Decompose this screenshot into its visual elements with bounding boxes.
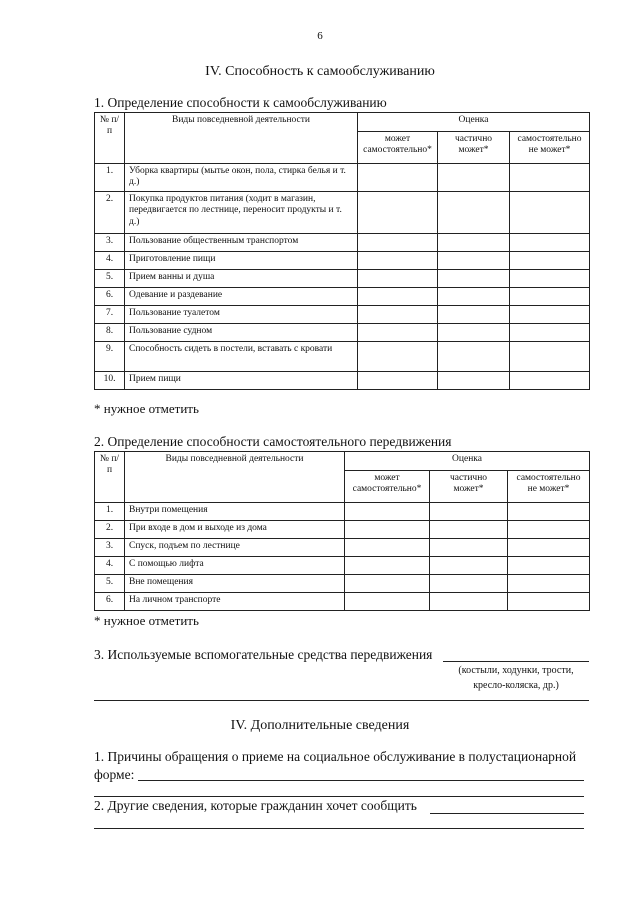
page-number: 6 (317, 30, 323, 42)
aids-hint (443, 664, 589, 693)
row-num: 2. (95, 192, 125, 234)
row-activity: Внутри помещения (125, 503, 345, 521)
row-num: 2. (95, 521, 125, 539)
table2-note: * нужное отметить (94, 613, 199, 628)
row-activity: Покупка продуктов питания (ходит в магазин, передвигается по лестнице, переносит продукты и т. д.) (125, 192, 358, 234)
check-cell[interactable] (345, 557, 430, 575)
table-row (95, 192, 590, 234)
row-num: 6. (95, 593, 125, 611)
check-cell[interactable] (430, 575, 508, 593)
col-rating-header: Оценка (358, 113, 590, 132)
col-partial-header: частично может* (430, 471, 508, 503)
row-num: 6. (95, 288, 125, 306)
check-cell[interactable] (438, 252, 510, 270)
row-num: 10. (95, 372, 125, 390)
col-num-header: № п/п (95, 113, 125, 164)
check-cell[interactable] (430, 557, 508, 575)
table-row (95, 234, 590, 252)
check-cell[interactable] (430, 593, 508, 611)
check-cell[interactable] (438, 270, 510, 288)
q1-line2: форме: (94, 767, 135, 782)
table1-title: 1. Определение способности к самообслуживанию (94, 95, 387, 110)
check-cell[interactable] (358, 192, 438, 234)
check-cell[interactable] (438, 324, 510, 342)
col-rating-header: Оценка (345, 452, 590, 471)
row-activity: Одевание и раздевание (125, 288, 358, 306)
check-cell[interactable] (510, 342, 590, 372)
check-cell[interactable] (345, 575, 430, 593)
row-activity: Пользование общественным транспортом (125, 234, 358, 252)
check-cell[interactable] (358, 306, 438, 324)
table-row (95, 324, 590, 342)
col-num-header: № п/п (95, 452, 125, 503)
check-cell[interactable] (510, 192, 590, 234)
check-cell[interactable] (430, 539, 508, 557)
col-cannot-header: самостоятельно не может* (510, 132, 590, 164)
col-cannot-header: самостоятельно не может* (508, 471, 590, 503)
check-cell[interactable] (358, 252, 438, 270)
check-cell[interactable] (508, 575, 590, 593)
check-cell[interactable] (438, 192, 510, 234)
check-cell[interactable] (510, 372, 590, 390)
row-activity: Способность сидеть в постели, вставать с кровати (125, 342, 358, 372)
table-row (95, 342, 590, 372)
table-row (95, 252, 590, 270)
row-num: 5. (95, 270, 125, 288)
table-row (95, 270, 590, 288)
row-num: 5. (95, 575, 125, 593)
col-partial-header: частично может* (438, 132, 510, 164)
row-activity: Приготовление пищи (125, 252, 358, 270)
table2-title: 2. Определение способности самостоятельного передвижения (94, 434, 452, 449)
mobility-table (94, 451, 590, 611)
section-title: IV. Способность к самообслуживанию (205, 64, 435, 79)
check-cell[interactable] (438, 234, 510, 252)
row-activity: Уборка квартиры (мытье окон, пола, стирка белья и т. д.) (125, 164, 358, 192)
col-can-header: может самостоятельно* (345, 471, 430, 503)
check-cell[interactable] (358, 164, 438, 192)
check-cell[interactable] (510, 288, 590, 306)
row-num: 7. (95, 306, 125, 324)
q2-input-line2[interactable] (94, 828, 584, 829)
aids-extra-line[interactable] (94, 700, 589, 701)
check-cell[interactable] (438, 342, 510, 372)
table-row (95, 539, 590, 557)
row-num: 3. (95, 539, 125, 557)
q2-label: 2. Другие сведения, которые гражданин хочет сообщить (94, 798, 417, 813)
row-num: 1. (95, 503, 125, 521)
table-row (95, 288, 590, 306)
check-cell[interactable] (345, 503, 430, 521)
table-row (95, 372, 590, 390)
table-row (95, 575, 590, 593)
col-can-header: может самостоятельно* (358, 132, 438, 164)
row-activity: При входе в дом и выходе из дома (125, 521, 345, 539)
aids-input-line[interactable] (443, 661, 589, 662)
check-cell[interactable] (508, 503, 590, 521)
col-activity-header: Виды повседневной деятельности (125, 113, 358, 164)
table-row (95, 164, 590, 192)
q1-line1: 1. Причины обращения о приеме на социальное обслуживание в полустационарной (94, 749, 577, 764)
table-row (95, 521, 590, 539)
table-row (95, 557, 590, 575)
row-activity: Пользование туалетом (125, 306, 358, 324)
check-cell[interactable] (438, 288, 510, 306)
check-cell[interactable] (508, 521, 590, 539)
check-cell[interactable] (438, 164, 510, 192)
check-cell[interactable] (358, 342, 438, 372)
table1-note: * нужное отметить (94, 401, 199, 416)
check-cell[interactable] (510, 306, 590, 324)
row-num: 4. (95, 252, 125, 270)
row-num: 4. (95, 557, 125, 575)
row-activity: Вне помещения (125, 575, 345, 593)
check-cell[interactable] (510, 234, 590, 252)
check-cell[interactable] (510, 164, 590, 192)
q1-input-line2[interactable] (94, 796, 584, 797)
check-cell[interactable] (438, 372, 510, 390)
row-activity: На личном транспорте (125, 593, 345, 611)
row-activity: Прием пищи (125, 372, 358, 390)
row-num: 1. (95, 164, 125, 192)
check-cell[interactable] (430, 521, 508, 539)
check-cell[interactable] (358, 288, 438, 306)
check-cell[interactable] (508, 593, 590, 611)
col-activity-header: Виды повседневной деятельности (125, 452, 345, 503)
check-cell[interactable] (510, 252, 590, 270)
check-cell[interactable] (438, 306, 510, 324)
self-care-table (94, 112, 590, 390)
aids-label: 3. Используемые вспомогательные средства передвижения (94, 647, 433, 662)
row-num: 3. (95, 234, 125, 252)
check-cell[interactable] (358, 324, 438, 342)
check-cell[interactable] (345, 539, 430, 557)
aids-hint-line1: (костыли, ходунки, трости, (458, 665, 574, 676)
check-cell[interactable] (510, 270, 590, 288)
row-activity: С помощью лифта (125, 557, 345, 575)
check-cell[interactable] (510, 324, 590, 342)
row-activity: Спуск, подъем по лестнице (125, 539, 345, 557)
check-cell[interactable] (508, 539, 590, 557)
table-row (95, 593, 590, 611)
additional-title: IV. Дополнительные сведения (230, 718, 410, 733)
row-activity: Пользование судном (125, 324, 358, 342)
check-cell[interactable] (430, 503, 508, 521)
row-num: 8. (95, 324, 125, 342)
table-row (95, 503, 590, 521)
check-cell[interactable] (508, 557, 590, 575)
check-cell[interactable] (358, 372, 438, 390)
q1-input-line[interactable] (138, 780, 584, 781)
check-cell[interactable] (345, 593, 430, 611)
row-num: 9. (95, 342, 125, 372)
check-cell[interactable] (358, 270, 438, 288)
check-cell[interactable] (345, 521, 430, 539)
check-cell[interactable] (358, 234, 438, 252)
q2-input-line[interactable] (430, 813, 584, 814)
table-row (95, 306, 590, 324)
aids-hint-line2: кресло-коляска, др.) (473, 679, 559, 691)
row-activity: Прием ванны и душа (125, 270, 358, 288)
